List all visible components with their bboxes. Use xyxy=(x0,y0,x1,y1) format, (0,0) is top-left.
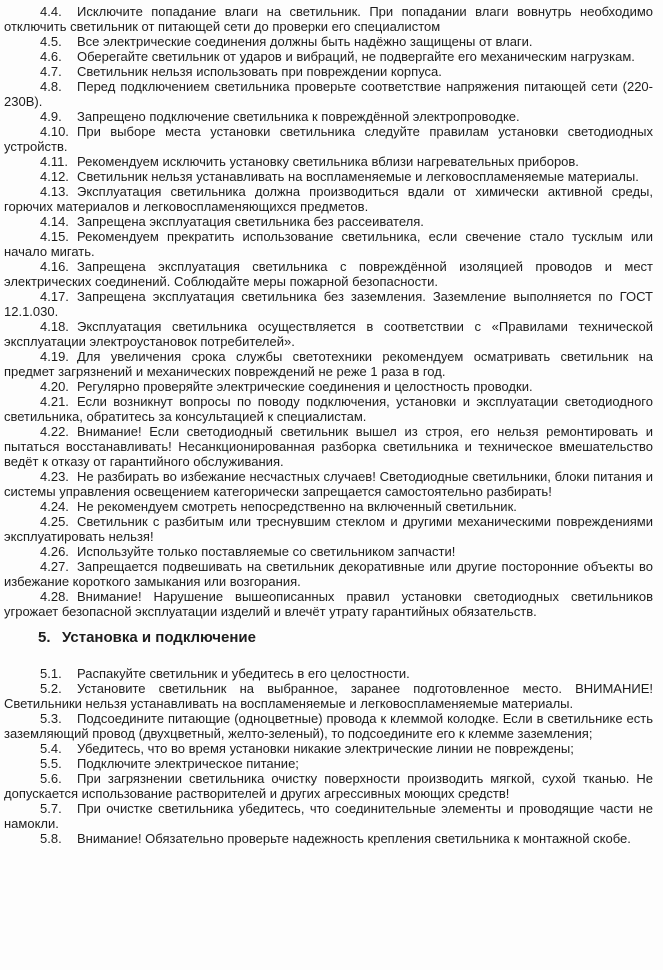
item-number: 4.6. xyxy=(40,49,62,64)
item-number: 5.8. xyxy=(40,831,62,846)
item-text: Распакуйте светильник и убедитесь в его целостности. xyxy=(77,666,410,681)
list-item xyxy=(4,184,653,214)
list-item xyxy=(4,124,653,154)
item-number: 4.14. xyxy=(40,214,69,229)
item-number: 5.6. xyxy=(40,771,62,786)
section-5-number: 5. xyxy=(38,629,51,646)
list-item xyxy=(4,681,653,711)
item-number: 5.1. xyxy=(40,666,62,681)
item-text: Оберегайте светильник от ударов и вибраций, не подвергайте его механическим нагрузкам. xyxy=(77,49,635,64)
item-number: 4.23. xyxy=(40,469,69,484)
list-item xyxy=(4,379,653,394)
list-item xyxy=(4,109,653,124)
list-item xyxy=(4,666,653,681)
item-text: Подключите электрическое питание; xyxy=(77,756,299,771)
item-number: 5.5. xyxy=(40,756,62,771)
list-item xyxy=(4,544,653,559)
list-item xyxy=(4,711,653,741)
item-number: 4.4. xyxy=(40,4,62,19)
list-item xyxy=(4,514,653,544)
item-number: 4.20. xyxy=(40,379,69,394)
section-4-safety-list xyxy=(4,4,653,619)
list-item xyxy=(4,741,653,756)
list-item xyxy=(4,214,653,229)
item-number: 4.28. xyxy=(40,589,69,604)
item-number: 5.4. xyxy=(40,741,62,756)
item-number: 4.24. xyxy=(40,499,69,514)
item-text: Эксплуатация светильника осуществляется в соответствии с «Правилами технической эксплуатации электроустановок потребителей». xyxy=(4,319,653,349)
item-number: 4.7. xyxy=(40,64,62,79)
list-item xyxy=(4,34,653,49)
item-text: Исключите попадание влаги на светильник. При попадании влаги вовнутрь необходимо отключить светильник от питающей сети до проверки его специалистом xyxy=(4,4,653,34)
item-text: Не разбирать во избежание несчастных случаев! Светодиодные светильники, блоки питания и системы управления освещением категорически запрещается самостоятельно разбирать! xyxy=(4,469,653,499)
item-number: 4.25. xyxy=(40,514,69,529)
item-text: Не рекомендуем смотреть непосредственно на включенный светильник. xyxy=(77,499,517,514)
item-text: При выборе места установки светильника следуйте правилам установки светодиодных устройств. xyxy=(4,124,653,154)
item-number: 4.8. xyxy=(40,79,62,94)
item-number: 4.12. xyxy=(40,169,69,184)
list-item xyxy=(4,229,653,259)
item-text: Все электрические соединения должны быть надёжно защищены от влаги. xyxy=(77,34,533,49)
item-text: Светильник нельзя устанавливать на воспламеняемые и легковоспламеняемые материалы. xyxy=(77,169,639,184)
item-text: Запрещается подвешивать на светильник декоративные или другие посторонние объекты во избежание короткого замыкания или возгорания. xyxy=(4,559,653,589)
item-text: Регулярно проверяйте электрические соединения и целостность проводки. xyxy=(77,379,533,394)
item-number: 4.22. xyxy=(40,424,69,439)
list-item xyxy=(4,169,653,184)
item-text: Запрещено подключение светильника к повреждённой электропроводке. xyxy=(77,109,520,124)
item-number: 4.26. xyxy=(40,544,69,559)
item-number: 4.13. xyxy=(40,184,69,199)
list-item xyxy=(4,79,653,109)
item-text: Внимание! Обязательно проверьте надежность крепления светильника к монтажной скобе. xyxy=(77,831,631,846)
item-text: Используйте только поставляемые со светильником запчасти! xyxy=(77,544,456,559)
list-item xyxy=(4,424,653,469)
list-item xyxy=(4,64,653,79)
list-item xyxy=(4,589,653,619)
list-item xyxy=(4,289,653,319)
item-number: 4.15. xyxy=(40,229,69,244)
item-text: Внимание! Если светодиодный светильник вышел из строя, его нельзя ремонтировать и пытаться восстанавливать! Несанкционированная разборка светильника и техническое вмешательство ведёт к отказу от гарантийного обслуживания. xyxy=(4,424,653,469)
section-5-title: Установка и подключение xyxy=(62,629,256,646)
list-item xyxy=(4,469,653,499)
item-text: Для увеличения срока службы светотехники рекомендуем осматривать светильник на предмет загрязнений и механических повреждений не реже 1 раза в год. xyxy=(4,349,653,379)
list-item xyxy=(4,559,653,589)
item-text: Подсоедините питающие (одноцветные) провода к клеммой колодке. Если в светильнике есть заземляющий провод (двухцветный, желто-зеленый), то подсоедините его к клемме заземления; xyxy=(4,711,653,741)
list-item xyxy=(4,394,653,424)
item-text: Установите светильник на выбранное, заранее подготовленное место. ВНИМАНИЕ! Светильники нельзя устанавливать на воспламеняемые и легковоспламеняемые материалы. xyxy=(4,681,653,711)
item-text: Перед подключением светильника проверьте соответствие напряжения питающей сети (220-230В). xyxy=(4,79,653,109)
item-number: 4.27. xyxy=(40,559,69,574)
list-item xyxy=(4,319,653,349)
item-number: 4.5. xyxy=(40,34,62,49)
item-text: Запрещена эксплуатация светильника без рассеивателя. xyxy=(77,214,424,229)
item-text: Если возникнут вопросы по поводу подключения, установки и эксплуатации светодиодного светильника, обратитесь за консультацией к специалистам. xyxy=(4,394,653,424)
item-text: При загрязнении светильника очистку поверхности производить мягкой, сухой тканью. Не допускается использование растворителей и других агрессивных моющих средств! xyxy=(4,771,653,801)
item-number: 4.17. xyxy=(40,289,69,304)
list-item xyxy=(4,349,653,379)
item-text: Рекомендуем прекратить использование светильника, если свечение стало тусклым или начало мигать. xyxy=(4,229,653,259)
item-number: 5.3. xyxy=(40,711,62,726)
item-text: Светильник нельзя использовать при повреждении корпуса. xyxy=(77,64,442,79)
list-item xyxy=(4,756,653,771)
item-text: При очистке светильника убедитесь, что соединительные элементы и проводящие части не намокли. xyxy=(4,801,653,831)
list-item xyxy=(4,831,653,846)
item-text: Убедитесь, что во время установки никакие электрические линии не повреждены; xyxy=(77,741,574,756)
item-number: 4.16. xyxy=(40,259,69,274)
item-number: 4.11. xyxy=(40,154,68,169)
list-item xyxy=(4,499,653,514)
item-text: Эксплуатация светильника должна производиться вдали от химически активной среды, горючих материалов и легковоспламеняющихся предметов. xyxy=(4,184,653,214)
item-text: Светильник с разбитым или треснувшим стеклом и другими механическими повреждениями эксплуатировать нельзя! xyxy=(4,514,653,544)
section-5-heading xyxy=(4,629,653,647)
item-text: Внимание! Нарушение вышеописанных правил установки светодиодных светильников угрожает безопасной эксплуатации изделий и влечёт утрату гарантийных обязательств. xyxy=(4,589,653,619)
list-item xyxy=(4,4,653,34)
item-text: Рекомендуем исключить установку светильника вблизи нагревательных приборов. xyxy=(77,154,579,169)
list-item xyxy=(4,801,653,831)
list-item xyxy=(4,154,653,169)
item-number: 4.19. xyxy=(40,349,69,364)
list-item xyxy=(4,259,653,289)
item-number: 4.10. xyxy=(40,124,69,139)
item-number: 5.7. xyxy=(40,801,62,816)
section-5-install-list xyxy=(4,666,653,846)
item-number: 4.9. xyxy=(40,109,62,124)
list-item xyxy=(4,49,653,64)
item-text: Запрещена эксплуатация светильника с повреждённой изоляцией проводов и мест электрических соединений. Соблюдайте меры пожарной безопасности. xyxy=(4,259,653,289)
list-item xyxy=(4,771,653,801)
item-text: Запрещена эксплуатация светильника без заземления. Заземление выполняется по ГОСТ 12.1.030. xyxy=(4,289,653,319)
item-number: 5.2. xyxy=(40,681,62,696)
item-number: 4.21. xyxy=(40,394,69,409)
item-number: 4.18. xyxy=(40,319,69,334)
